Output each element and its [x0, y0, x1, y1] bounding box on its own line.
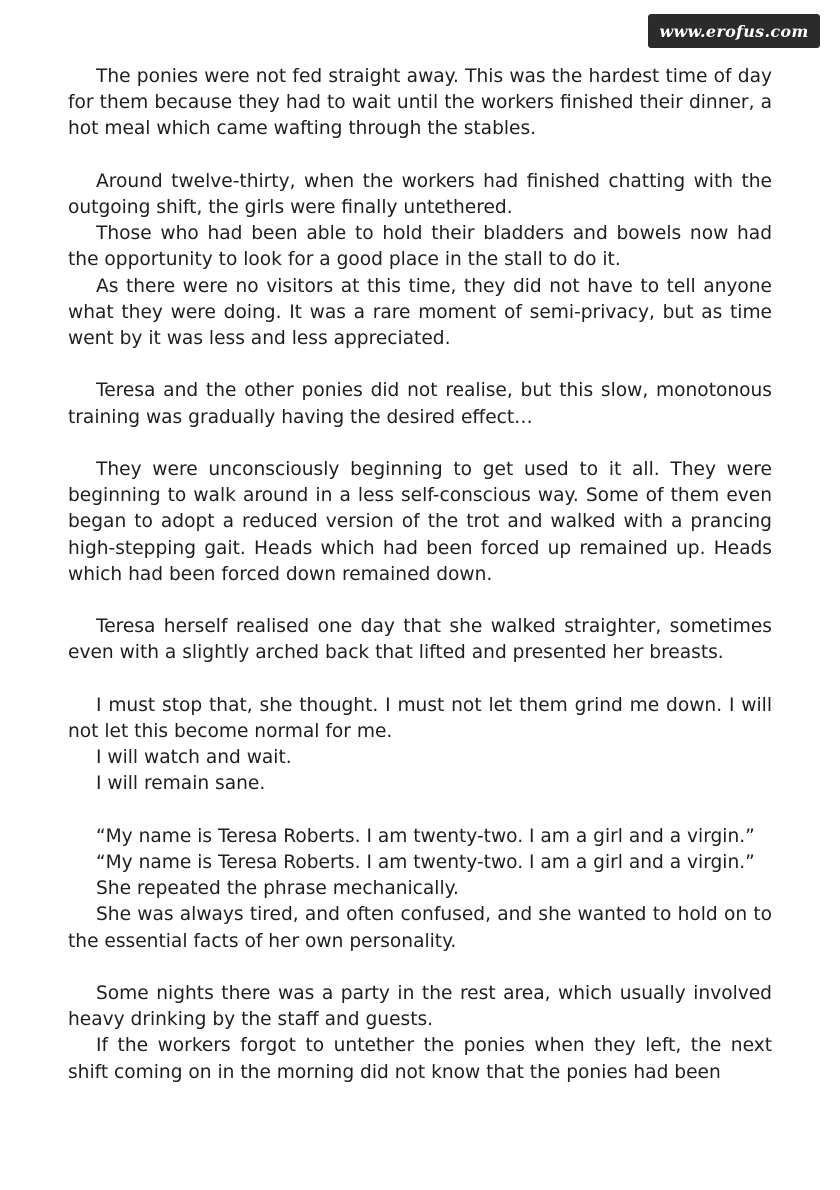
- watermark-badge: [648, 14, 820, 48]
- paragraph: If the workers forgot to untether the ponies when they left, the next shift coming on in the morning did not know that the ponies had been: [68, 1035, 772, 1083]
- paragraph: Those who had been able to hold their bladders and bowels now had the opportunity to look for a good place in the stall to do it.: [68, 223, 772, 271]
- paragraph: Teresa and the other ponies did not realise, but this slow, monotonous training was gradually having the desired effect…: [68, 380, 772, 428]
- paragraph: “My name is Teresa Roberts. I am twenty-two. I am a girl and a virgin.”: [96, 825, 755, 847]
- page-body: [68, 64, 772, 1086]
- paragraph: “My name is Teresa Roberts. I am twenty-two. I am a girl and a virgin.”: [96, 852, 755, 873]
- paragraph: The ponies were not fed straight away. This was the hardest time of day for them because they had to wait until the workers finished their dinner, a hot meal which came wafting through the stables.: [68, 66, 772, 140]
- paragraph: Some nights there was a party in the rest area, which usually involved heavy drinking by the staff and guests.: [68, 983, 772, 1031]
- paragraph: As there were no visitors at this time, they did not have to tell anyone what they were doing. It was a rare moment of semi-privacy, but as time went by it was less and less appreciated.: [68, 275, 772, 350]
- paragraph: Teresa herself realised one day that she walked straighter, sometimes even with a slightly arched back that lifted and presented her breasts.: [68, 616, 772, 664]
- paragraph: I must stop that, she thought. I must not let them grind me down. I will not let this become normal for me.: [68, 694, 772, 742]
- paragraph: Around twelve-thirty, when the workers had finished chatting with the outgoing shift, the girls were finally untethered.: [68, 170, 772, 218]
- paragraph: She was always tired, and often confused, and she wanted to hold on to the essential facts of her own personality.: [68, 904, 772, 952]
- watermark-text: www.erofus.com: [659, 21, 809, 41]
- paragraph: She repeated the phrase mechanically.: [96, 878, 459, 900]
- paragraph: They were unconsciously beginning to get used to it all. They were beginning to walk around in a less self-conscious way. Some of them even began to adopt a reduced version of the trot and walked with a prancing high-stepping gait. Heads which had been forced up remained up. Heads which had been forced down remained down.: [68, 459, 772, 585]
- paragraph: I will watch and wait.: [96, 747, 292, 769]
- paragraph: I will remain sane.: [96, 773, 266, 795]
